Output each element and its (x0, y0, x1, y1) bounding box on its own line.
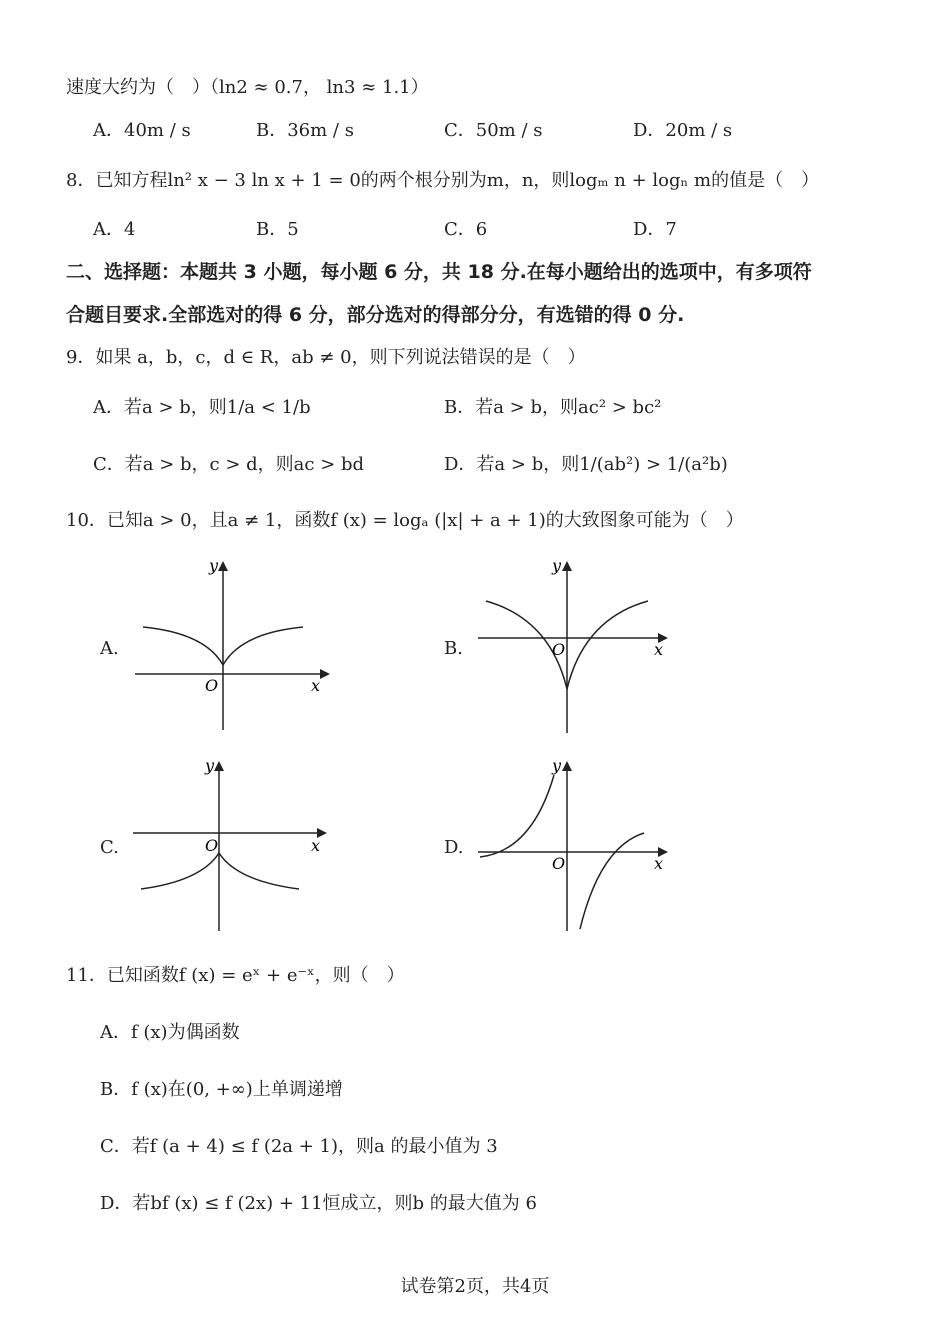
graph-d-origin-label: O (552, 854, 566, 873)
graph-b-label: B. (444, 638, 463, 659)
q7-option-c: C．50m / s (444, 120, 543, 141)
q11-option-c: C．若f (a + 4) ≤ f (2a + 1)，则a 的最小值为 3 (100, 1136, 498, 1157)
q7-option-d: D．20m / s (633, 120, 733, 141)
q9-option-d: D．若a > b，则1/(ab²) > 1/(a²b) (444, 454, 728, 475)
q11-option-d: D．若bf (x) ≤ f (2x) + 11恒成立，则b 的最大值为 6 (100, 1193, 537, 1214)
q9-option-a: A．若a > b，则1/a < 1/b (93, 397, 311, 418)
graph-a-x-label: x (311, 676, 321, 695)
section-heading-line2: 合题目要求.全部选对的得 6 分，部分选对的得部分分，有选错的得 0 分. (66, 304, 685, 326)
q9-text: 9．如果 a，b，c，d ∈ R，ab ≠ 0，则下列说法错误的是（ ） (66, 347, 586, 368)
q11-option-b: B．f (x)在(0, +∞)上单调递增 (100, 1079, 343, 1100)
graph-b-y-label: y (552, 556, 562, 575)
graph-a-origin-label: O (205, 676, 219, 695)
graph-c-y-label: y (205, 756, 215, 775)
q8-text: 8．已知方程ln² x − 3 ln x + 1 = 0的两个根分别为m，n，则logₘ n + logₙ m的值是（ ） (66, 170, 820, 191)
page-footer: 试卷第2页，共4页 (400, 1276, 550, 1297)
graph-b-origin-label: O (552, 640, 566, 659)
graph-c-origin-label: O (205, 836, 219, 855)
graph-d-label: D. (444, 837, 464, 858)
graph-c-x-label: x (311, 836, 321, 855)
graph-b (470, 555, 680, 735)
q7-option-a: A．40m / s (93, 120, 191, 141)
q9-option-c: C．若a > b，c > d，则ac > bd (93, 454, 365, 475)
section-heading-line1: 二、选择题：本题共 3 小题，每小题 6 分，共 18 分.在每小题给出的选项中，有多项符 (66, 261, 812, 283)
graph-b-x-label: x (654, 640, 664, 659)
graph-c-label: C. (100, 837, 119, 858)
q10-text: 10．已知a > 0，且a ≠ 1，函数f (x) = logₐ (|x| + a + 1)的大致图象可能为（ ） (66, 510, 744, 531)
q11-text: 11．已知函数f (x) = eˣ + e⁻ˣ，则（ ） (66, 965, 405, 986)
q8-option-b: B．5 (256, 219, 299, 240)
q8-option-c: C．6 (444, 219, 488, 240)
graph-a-label: A. (100, 638, 119, 659)
graph-d-x-label: x (654, 854, 664, 873)
q8-option-a: A．4 (93, 219, 136, 240)
graph-a (125, 555, 335, 735)
graph-c (125, 755, 335, 935)
q11-option-a: A．f (x)为偶函数 (100, 1022, 240, 1043)
graph-d (470, 755, 680, 935)
graph-d-y-label: y (552, 756, 562, 775)
q7-option-b: B．36m / s (256, 120, 354, 141)
graph-a-y-label: y (209, 556, 219, 575)
q8-option-d: D．7 (633, 219, 677, 240)
q7-tail: 速度大约为（ ）（ln2 ≈ 0.7， ln3 ≈ 1.1） (66, 77, 429, 98)
q9-option-b: B．若a > b，则ac² > bc² (444, 397, 662, 418)
